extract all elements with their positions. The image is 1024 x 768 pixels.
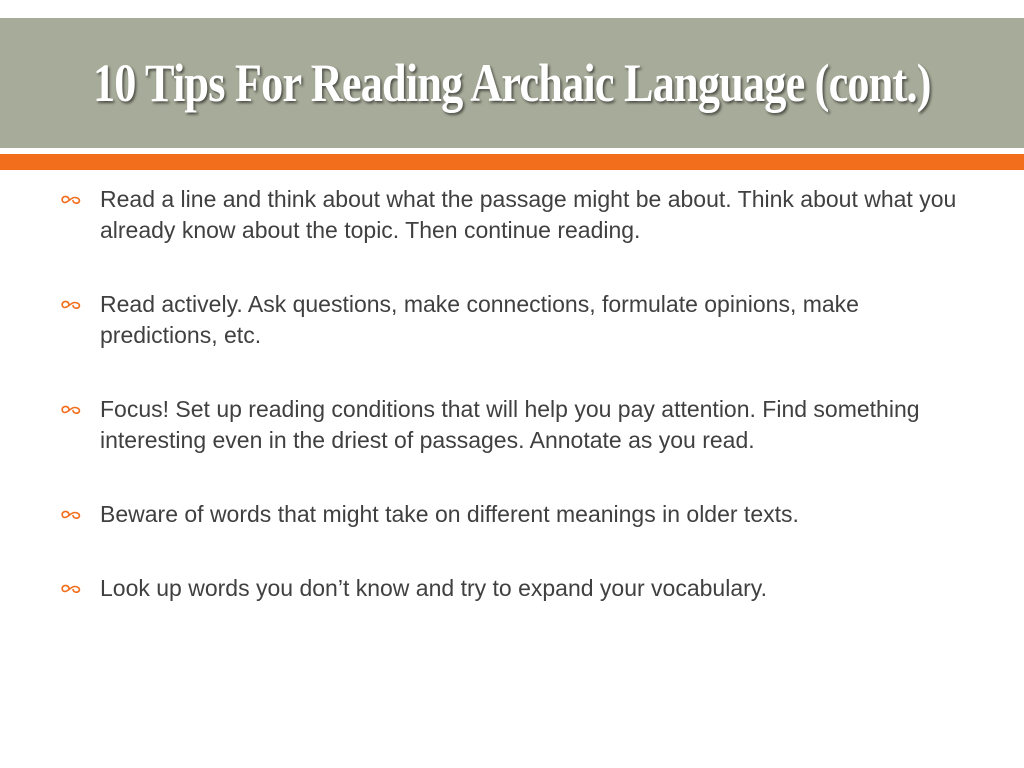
accent-stripe [0, 154, 1024, 170]
bullet-item [60, 184, 960, 246]
bullet-item [60, 289, 960, 351]
bullet-item [60, 573, 960, 604]
scroll-swash-icon [60, 499, 100, 530]
bullet-item [60, 394, 960, 456]
bullet-list [60, 184, 960, 647]
bullet-text: Look up words you don’t know and try to expand your vocabulary. [100, 575, 767, 601]
scroll-swash-icon [60, 289, 100, 320]
bullet-text: Read actively. Ask questions, make connections, formulate opinions, make predictions, etc. [100, 291, 859, 348]
scroll-swash-icon [60, 573, 100, 604]
scroll-swash-icon [60, 394, 100, 425]
bullet-item [60, 499, 960, 530]
bullet-text: Focus! Set up reading conditions that will help you pay attention. Find something interesting even in the driest of passages. Annotate as you read. [100, 396, 920, 453]
scroll-swash-icon [60, 184, 100, 215]
slide-title: 10 Tips For Reading Archaic Language (cont.) [93, 53, 931, 113]
bullet-text: Read a line and think about what the passage might be about. Think about what you already know about the topic. Then continue reading. [100, 186, 957, 243]
title-bar [0, 18, 1024, 148]
bullet-text: Beware of words that might take on different meanings in older texts. [100, 501, 799, 527]
